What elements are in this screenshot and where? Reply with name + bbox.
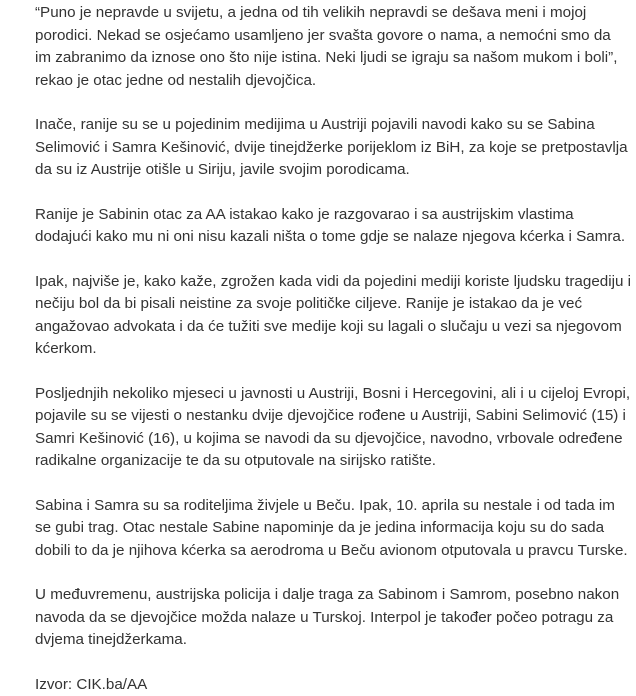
paragraph-line: nečiju bol da bi pisali neistine za svoje političke ciljeve. Ranije je istakao da je već bbox=[35, 293, 610, 316]
paragraph-line: Posljednjih nekoliko mjeseci u javnosti u Austriji, Bosni i Hercegovini, ali i u cijeloj Evropi, bbox=[35, 383, 610, 406]
paragraph-line: porodici. Nekad se osjećamo usamljeno jer svašta govore o nama, a nemoćni smo da bbox=[35, 25, 610, 48]
paragraph-line: dvjema tinejdžerkama. bbox=[35, 629, 610, 652]
source-line: Izvor: CIK.ba/AA bbox=[35, 674, 610, 696]
article-paragraph-2 bbox=[35, 114, 610, 182]
article-paragraph-4 bbox=[35, 271, 610, 361]
paragraph-line: Selimović i Samra Kešinović, dvije tinejdžerke porijeklom iz BiH, za koje se pretpostavlja bbox=[35, 137, 610, 160]
paragraph-line: U međuvremenu, austrijska policija i dalje traga za Sabinom i Samrom, posebno nakon bbox=[35, 584, 610, 607]
article-source bbox=[35, 674, 610, 696]
paragraph-line: navoda da se djevojčice možda nalaze u Turskoj. Interpol je također počeo potragu za bbox=[35, 607, 610, 630]
paragraph-line: Inače, ranije su se u pojedinim medijima u Austriji pojavili navodi kako su se Sabina bbox=[35, 114, 610, 137]
paragraph-line: Samri Kešinović (16), u kojima se navodi da su djevojčice, navodno, vrbovale određene bbox=[35, 428, 610, 451]
article-body bbox=[35, 2, 610, 696]
paragraph-line: se gubi trag. Otac nestale Sabine napominje da je jedina informacija koju su do sada bbox=[35, 517, 610, 540]
paragraph-line: Ranije je Sabinin otac za AA istakao kako je razgovarao i sa austrijskim vlastima bbox=[35, 204, 610, 227]
paragraph-line: Sabina i Samra su sa roditeljima živjele u Beču. Ipak, 10. aprila su nestale i od tada im bbox=[35, 495, 610, 518]
article-paragraph-7 bbox=[35, 584, 610, 652]
paragraph-line: angažovao advokata i da će tužiti sve medije koji su lagali o slučaju u vezi sa njegovom bbox=[35, 316, 610, 339]
paragraph-line: da su iz Austrije otišle u Siriju, javile svojim porodicama. bbox=[35, 159, 610, 182]
paragraph-line: Ipak, najviše je, kako kaže, zgrožen kada vidi da pojedini mediji koriste ljudsku tragediju i bbox=[35, 271, 610, 294]
paragraph-line: im zabranimo da iznose ono što nije istina. Neki ljudi se igraju sa našom mukom i boli”, bbox=[35, 47, 610, 70]
article-paragraph-3 bbox=[35, 204, 610, 249]
paragraph-line: rekao je otac jedne od nestalih djevojčica. bbox=[35, 70, 610, 93]
article-paragraph-6 bbox=[35, 495, 610, 563]
article-paragraph-5 bbox=[35, 383, 610, 473]
paragraph-line: dodajući kako mu ni oni nisu kazali ništa o tome gdje se nalaze njegova kćerka i Samra. bbox=[35, 226, 610, 249]
paragraph-line: dobili to da je njihova kćerka sa aerodroma u Beču avionom otputovala u pravcu Turske. bbox=[35, 540, 610, 563]
paragraph-line: “Puno je nepravde u svijetu, a jedna od tih velikih nepravdi se dešava meni i mojoj bbox=[35, 2, 610, 25]
paragraph-line: kćerkom. bbox=[35, 338, 610, 361]
paragraph-line: pojavile su se vijesti o nestanku dvije djevojčice rođene u Austriji, Sabini Selimović (15) i bbox=[35, 405, 610, 428]
article-paragraph-1 bbox=[35, 2, 610, 92]
paragraph-line: radikalne organizacije te da su otputovale na sirijsko ratište. bbox=[35, 450, 610, 473]
